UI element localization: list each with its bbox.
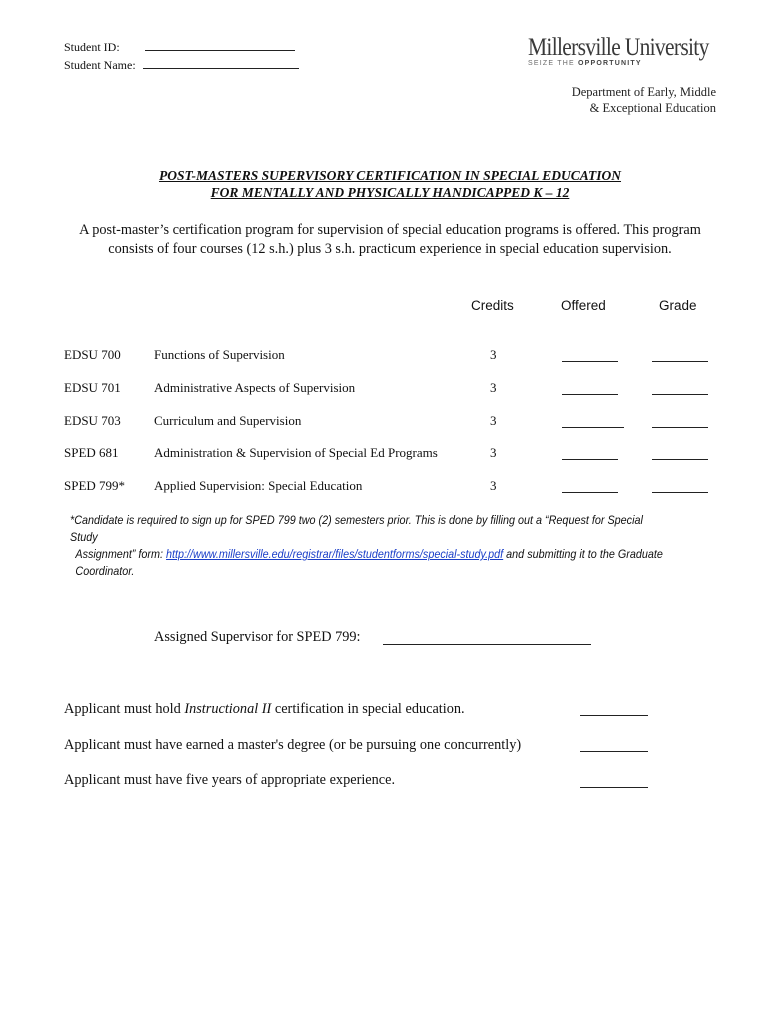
course-credits: 3 (490, 380, 497, 395)
requirement-3-check-field[interactable] (580, 787, 648, 788)
requirement-1-italic: Instructional II (184, 701, 272, 717)
logo-name: Millersville University (528, 34, 709, 61)
requirement-1-suffix: certification in special education. (271, 701, 465, 717)
course-name: Functions of Supervision (154, 347, 285, 362)
offered-field[interactable] (562, 426, 624, 428)
student-info (64, 38, 136, 74)
header-offered: Offered (561, 298, 606, 313)
course-code: EDSU 701 (64, 380, 121, 395)
footnote-line-2 (70, 546, 664, 563)
course-code: SPED 681 (64, 445, 119, 460)
grade-field[interactable] (652, 426, 708, 428)
assigned-supervisor-field[interactable] (383, 643, 591, 645)
requirement-1-prefix: Applicant must hold (64, 701, 185, 717)
course-name: Administration & Supervision of Special Ed Programs (154, 445, 438, 460)
footnote-line-2-suffix: and submitting it to the Graduate (503, 547, 663, 561)
student-id-label: Student ID: (64, 40, 120, 54)
table-row (0, 478, 770, 498)
grade-field[interactable] (652, 393, 708, 395)
requirement-experience: Applicant must have five years of appropriate experience. (64, 772, 396, 788)
requirement-masters-degree: Applicant must have earned a master's degree (or be pursuing one concurrently) (64, 737, 522, 753)
header-credits: Credits (471, 298, 514, 313)
university-logo (528, 34, 718, 67)
department-line-1: Department of Early, Middle (571, 85, 716, 99)
assigned-supervisor-row (154, 629, 361, 646)
logo-tag-prefix: SEIZE THE (528, 60, 575, 67)
grade-field[interactable] (652, 458, 708, 460)
department-name (572, 84, 716, 116)
course-name: Administrative Aspects of Supervision (154, 380, 356, 395)
offered-field[interactable] (562, 491, 618, 493)
course-credits: 3 (490, 413, 497, 428)
course-code: EDSU 703 (64, 413, 121, 428)
offered-field[interactable] (562, 393, 618, 395)
sped-799-footnote (70, 512, 664, 580)
table-row (0, 413, 770, 433)
offered-field[interactable] (562, 360, 618, 362)
table-row (0, 380, 770, 400)
course-credits: 3 (490, 445, 497, 460)
requirement-1-check-field[interactable] (580, 715, 648, 716)
requirement-instructional-ii (64, 701, 465, 718)
intro-paragraph: A post-master’s certification program for supervision of special education programs is offered. This program consists of four courses (12 s.h.) plus 3 s.h. practicum experience in special education supervision. (79, 222, 701, 257)
assigned-supervisor-label: Assigned Supervisor for SPED 799: (154, 629, 361, 645)
course-credits: 3 (490, 478, 497, 493)
table-row (0, 347, 770, 367)
grade-field[interactable] (652, 360, 708, 362)
course-code: EDSU 700 (64, 347, 121, 362)
logo-tag-bold: OPPORTUNITY (578, 60, 642, 67)
student-name-label: Student Name: (64, 58, 136, 72)
special-study-form-link[interactable]: http://www.millersville.edu/registrar/files/studentforms/special-study.pdf (166, 547, 504, 561)
footnote-line-2-prefix: Assignment” form: (75, 547, 167, 561)
department-line-2: & Exceptional Education (589, 101, 716, 115)
requirement-2-check-field[interactable] (580, 751, 648, 752)
footnote-line-3: Coordinator. (75, 564, 135, 578)
course-name: Applied Supervision: Special Education (154, 478, 363, 493)
course-code: SPED 799* (64, 478, 126, 493)
document-title (0, 167, 770, 201)
offered-field[interactable] (562, 458, 618, 460)
title-line-1: POST-MASTERS SUPERVISORY CERTIFICATION IN SPECIAL EDUCATION (158, 168, 622, 183)
course-credits: 3 (490, 347, 497, 362)
student-id-field[interactable] (145, 38, 295, 51)
header-grade: Grade (659, 298, 697, 313)
table-row (0, 445, 770, 465)
student-name-field[interactable] (143, 56, 299, 69)
grade-field[interactable] (652, 491, 708, 493)
course-name: Curriculum and Supervision (154, 413, 302, 428)
title-line-2: FOR MENTALLY AND PHYSICALLY HANDICAPPED K – 12 (210, 185, 570, 200)
footnote-line-1: *Candidate is required to sign up for SPED 799 two (2) semesters prior. This is done by filling out a “Request for Special Study (70, 513, 643, 544)
